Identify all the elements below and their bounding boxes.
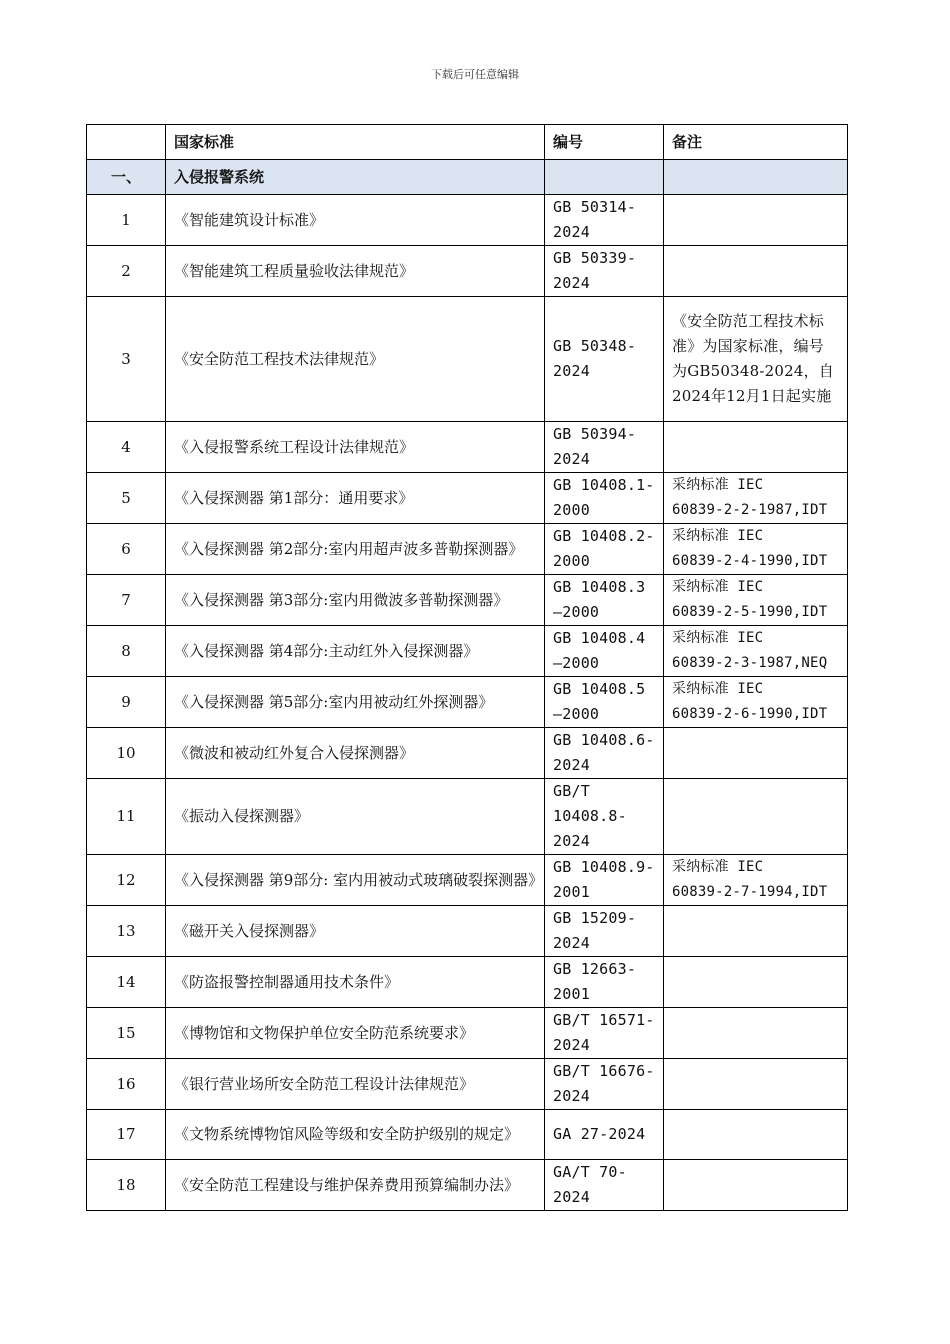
- row-number: [87, 1059, 166, 1110]
- standard-code-text: GB 10408.2- 2000: [553, 527, 655, 570]
- standard-code: [545, 957, 664, 1008]
- section-title: 入侵报警系统: [166, 160, 545, 195]
- row-number-text: 8: [121, 641, 131, 660]
- table-row: [87, 1059, 848, 1110]
- standard-code: [545, 1059, 664, 1110]
- standard-code-text: GB/T 16676- 2024: [553, 1062, 655, 1105]
- standard-code: [545, 524, 664, 575]
- standard-code-text: GB 50339- 2024: [553, 249, 637, 292]
- standard-name-text: 《入侵探测器 第3部分:室内用微波多普勒探测器》: [174, 590, 509, 609]
- row-number-text: 10: [116, 743, 136, 762]
- row-number-text: 3: [121, 349, 131, 368]
- standard-name: [166, 779, 545, 855]
- row-number-text: 13: [116, 921, 136, 940]
- standard-note: [664, 855, 848, 906]
- standard-name-text: 《防盗报警控制器通用技术条件》: [174, 972, 400, 991]
- standard-note: [664, 957, 848, 1008]
- row-number-text: 6: [121, 539, 131, 558]
- standard-name: [166, 422, 545, 473]
- standard-code-text: GB 10408.6- 2024: [553, 731, 655, 774]
- row-number: [87, 575, 166, 626]
- standard-note: [664, 906, 848, 957]
- section-index: 一、: [87, 160, 166, 195]
- standard-code-text: GB 12663- 2001: [553, 960, 637, 1003]
- row-number-text: 4: [121, 437, 131, 456]
- standard-note: [664, 728, 848, 779]
- standard-code: [545, 855, 664, 906]
- standard-code: [545, 1160, 664, 1211]
- row-number-text: 12: [116, 870, 136, 889]
- standard-name-text: 《微波和被动红外复合入侵探测器》: [174, 743, 415, 762]
- standard-note: [664, 1059, 848, 1110]
- table-row: [87, 728, 848, 779]
- table-row: [87, 855, 848, 906]
- table-row: [87, 1160, 848, 1211]
- standard-note-text: 采纳标准 IEC 60839-2-3-1987,NEQ: [672, 630, 828, 671]
- standard-code-text: GB 10408.9- 2001: [553, 858, 655, 901]
- row-number: [87, 1110, 166, 1160]
- table-header-row: [87, 125, 848, 160]
- table-row: [87, 297, 848, 422]
- header-cell-note: 备注: [664, 125, 848, 160]
- standard-name: [166, 473, 545, 524]
- table-row: [87, 779, 848, 855]
- standard-note: [664, 575, 848, 626]
- standard-note: [664, 422, 848, 473]
- standard-name-text: 《入侵探测器 第1部分：通用要求》: [174, 488, 414, 507]
- table-row: [87, 677, 848, 728]
- standard-code-text: GB 10408.5 —2000: [553, 680, 646, 723]
- standard-code: [545, 906, 664, 957]
- standard-note: [664, 626, 848, 677]
- row-number: [87, 1160, 166, 1211]
- row-number-text: 1: [121, 210, 131, 229]
- standard-note: [664, 524, 848, 575]
- row-number-text: 5: [121, 488, 131, 507]
- standard-name: [166, 855, 545, 906]
- row-number-text: 17: [116, 1125, 136, 1143]
- section-row: [87, 160, 848, 195]
- row-number-text: 16: [116, 1074, 136, 1093]
- standard-name-text: 《入侵探测器 第4部分:主动红外入侵探测器》: [174, 641, 479, 660]
- standard-note-text: 采纳标准 IEC 60839-2-7-1994,IDT: [672, 859, 828, 900]
- standard-note: [664, 246, 848, 297]
- standard-code: [545, 575, 664, 626]
- header-cell-standard: 国家标准: [166, 125, 545, 160]
- standard-name: [166, 626, 545, 677]
- standard-code-text: GB 50394- 2024: [553, 425, 637, 468]
- row-number-text: 9: [121, 692, 131, 711]
- standard-name: [166, 1110, 545, 1160]
- standard-code-text: GB/T 16571- 2024: [553, 1011, 655, 1054]
- row-number-text: 15: [116, 1023, 136, 1042]
- standard-code: [545, 677, 664, 728]
- standard-name: [166, 297, 545, 422]
- standard-name-text: 《智能建筑设计标准》: [174, 210, 325, 229]
- row-number: [87, 297, 166, 422]
- row-number-text: 11: [116, 807, 136, 825]
- standard-name: [166, 246, 545, 297]
- row-number: [87, 473, 166, 524]
- standard-name-text: 《文物系统博物馆风险等级和安全防护级别的规定》: [174, 1125, 520, 1143]
- standard-note: [664, 1110, 848, 1160]
- standard-name-text: 《银行营业场所安全防范工程设计法律规范》: [174, 1074, 475, 1093]
- standard-name: [166, 1160, 545, 1211]
- table-row: [87, 473, 848, 524]
- standard-name: [166, 195, 545, 246]
- standard-code-text: GB 10408.4 —2000: [553, 629, 646, 672]
- standard-note-text: 采纳标准 IEC 60839-2-6-1990,IDT: [672, 681, 828, 722]
- standard-note: [664, 677, 848, 728]
- standard-note: [664, 473, 848, 524]
- standard-code: [545, 246, 664, 297]
- standard-name-text: 《智能建筑工程质量验收法律规范》: [174, 261, 415, 280]
- standard-name-text: 《安全防范工程建设与维护保养费用预算编制办法》: [174, 1175, 520, 1194]
- table-row: [87, 626, 848, 677]
- standard-note-text: 采纳标准 IEC 60839-2-4-1990,IDT: [672, 528, 828, 569]
- standard-code: [545, 195, 664, 246]
- row-number: [87, 626, 166, 677]
- standard-note-text: 采纳标准 IEC 60839-2-5-1990,IDT: [672, 579, 828, 620]
- standard-code: [545, 422, 664, 473]
- row-number-text: 18: [116, 1175, 136, 1194]
- row-number: [87, 1008, 166, 1059]
- standard-code: [545, 473, 664, 524]
- row-number: [87, 906, 166, 957]
- standard-name-text: 《振动入侵探测器》: [174, 807, 310, 825]
- standard-name-text: 《安全防范工程技术法律规范》: [174, 349, 385, 368]
- standard-code: [545, 626, 664, 677]
- header-cell-index: [87, 125, 166, 160]
- standard-code: [545, 1008, 664, 1059]
- standard-name-text: 《博物馆和文物保护单位安全防范系统要求》: [174, 1023, 475, 1042]
- standard-code-text: GB 10408.1- 2000: [553, 476, 655, 519]
- standard-name-text: 《入侵探测器 第2部分:室内用超声波多普勒探测器》: [174, 539, 524, 558]
- row-number: [87, 422, 166, 473]
- row-number: [87, 195, 166, 246]
- table-row: [87, 957, 848, 1008]
- standard-name: [166, 957, 545, 1008]
- table-row: [87, 422, 848, 473]
- row-number: [87, 677, 166, 728]
- standard-code-text: GA 27-2024: [553, 1125, 646, 1143]
- standard-code: [545, 728, 664, 779]
- standard-note: [664, 195, 848, 246]
- standard-name: [166, 1059, 545, 1110]
- standard-code-text: GA/T 70- 2024: [553, 1163, 627, 1206]
- row-number-text: 7: [121, 590, 131, 609]
- standard-code-text: GB 10408.3 —2000: [553, 578, 646, 621]
- table-row: [87, 906, 848, 957]
- row-number-text: 2: [121, 261, 131, 280]
- standard-name: [166, 728, 545, 779]
- section-empty-cell: [545, 160, 664, 195]
- row-number-text: 14: [116, 972, 136, 991]
- standard-note-text: 《安全防范工程技术标准》为国家标准，编号为GB50348-2024，自2024年12月1日起实施: [672, 312, 834, 405]
- standard-note: [664, 1008, 848, 1059]
- standard-code-text: GB 15209- 2024: [553, 909, 637, 952]
- standard-name: [166, 524, 545, 575]
- table-row: [87, 524, 848, 575]
- standard-name: [166, 1008, 545, 1059]
- standard-code-text: GB 50314- 2024: [553, 198, 637, 241]
- standard-name-text: 《入侵探测器 第9部分: 室内用被动式玻璃破裂探测器》: [174, 870, 544, 889]
- standard-name-text: 《入侵探测器 第5部分:室内用被动红外探测器》: [174, 692, 494, 711]
- table-row: [87, 1110, 848, 1160]
- standard-name: [166, 906, 545, 957]
- table-row: [87, 1008, 848, 1059]
- standard-code: [545, 297, 664, 422]
- row-number: [87, 855, 166, 906]
- standard-note-text: 采纳标准 IEC 60839-2-2-1987,IDT: [672, 477, 828, 518]
- table-row: [87, 246, 848, 297]
- page-header: 下载后可任意编辑: [431, 68, 519, 81]
- row-number: [87, 779, 166, 855]
- standard-code: [545, 1110, 664, 1160]
- standard-name-text: 《入侵报警系统工程设计法律规范》: [174, 437, 415, 456]
- standard-code-text: GB 50348- 2024: [553, 337, 637, 380]
- standard-name: [166, 677, 545, 728]
- row-number: [87, 524, 166, 575]
- header-cell-code: 编号: [545, 125, 664, 160]
- standard-code: [545, 779, 664, 855]
- table-row: [87, 195, 848, 246]
- section-empty-cell: [664, 160, 848, 195]
- standard-code-text: GB/T 10408.8- 2024: [553, 782, 627, 850]
- table-row: [87, 575, 848, 626]
- standard-note: [664, 1160, 848, 1211]
- standard-note: [664, 297, 848, 422]
- standard-name-text: 《磁开关入侵探测器》: [174, 921, 325, 940]
- row-number: [87, 957, 166, 1008]
- row-number: [87, 246, 166, 297]
- standard-name: [166, 575, 545, 626]
- standard-note: [664, 779, 848, 855]
- standards-table: [86, 124, 848, 1211]
- row-number: [87, 728, 166, 779]
